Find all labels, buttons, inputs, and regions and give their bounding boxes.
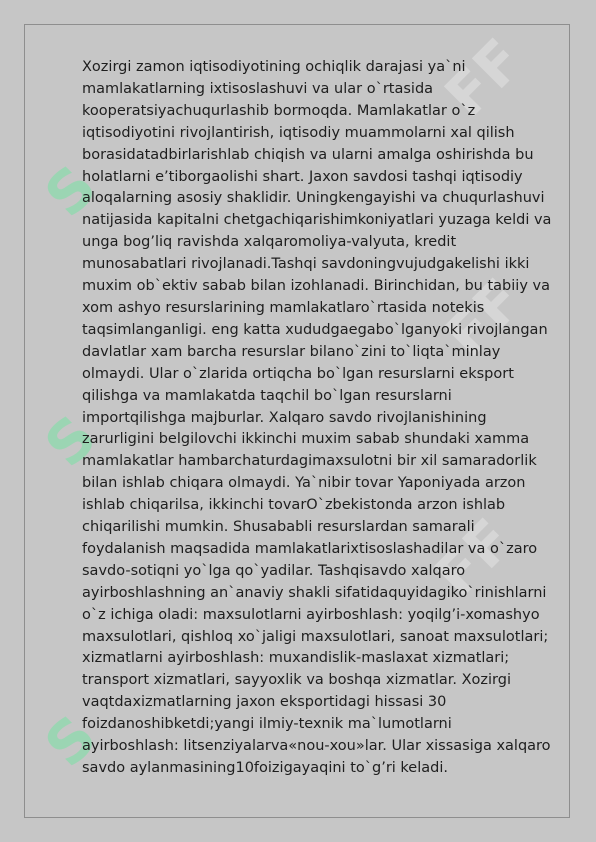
svg-text:S: S xyxy=(31,402,110,480)
svg-text:FF: FF xyxy=(431,265,536,370)
svg-text:S: S xyxy=(31,702,110,780)
svg-text:FF: FF xyxy=(421,505,526,610)
svg-text:S: S xyxy=(31,152,110,230)
svg-text:FF: FF xyxy=(431,25,536,130)
document-body-text: Xozirgi zamon iqtisodiyotining ochiqlik darajasi ya`ni mamlakatlarning ixtisoslashuvi va ular o`rtasida kooperatsiyachuqurlashib bormoqda. Mamlakatlar o`z iqtisodiyotini rivojlantirish, iqtisodiy muammolarni xal qilish borasidatadbirlarishlab chiqish va ularni amalga oshirishda bu holatlarni e’tiborgaolishi shart. Jaxon savdosi tashqi iqtisodiy aloqalarning asosiy shaklidir. Uningkengayishi va chuqurlashuvi natijasida kapitalni chetgachiqarishimkoniyatlari yuzaga keldi va unga bog’liq ravishda xalqaromoliya-valyuta, kredit munosabatlari rivojlanadi.Tashqi savdoningvujudgakelishi ikki muxim ob`ektiv sabab bilan izohlanadi. Birinchidan, bu tabiiy va xom ashyo resurslarining mamlakatlaro`rtasida notekis taqsimlanganligi. eng katta xududgaegabo`lganyoki rivojlangan davlatlar xam barcha resurslar bilano`zini to`liqta`minlay olmaydi. Ular o`zlarida ortiqcha bo`lgan resurslarni eksport qilishga va mamlakatda taqchil bo`lgan resurslarni importqilishga majburlar. Xalqaro savdo rivojlanishining zarurligini belgilovchi ikkinchi muxim sabab shundaki xamma mamlakatlar hambarchaturdagimaxsulotni bir xil samaradorlik bilan ishlab chiqara olmaydi. Ya`nibir tovar Yaponiyada arzon ishlab chiqarilsa, ikkinchi tovarO`zbekistonda arzon ishlab chiqarilishi mumkin. Shusababli resurslardan samarali foydalanish maqsadida mamlakatlarixtisoslashadilar va o`zaro savdo-sotiqni yo`lga qo`yadilar. Tashqisavdo xalqaro ayirboshlashning an`anaviy shakli sifatidaquyidagiko`rinishlarni o`z ichiga oladi: maxsulotlarni ayirboshlash: yoqilg’i-xomashyo maxsulotlari, qishloq xo`jaligi maxsulotlari, sanoat maxsulotlari; xizmatlarni ayirboshlash: muxandislik-maslaxat xizmatlari; transport xizmatlari, sayyoxlik va boshqa xizmatlar. Xozirgi vaqtdaxizmatlarning jaxon eksportidagi hissasi 30 foizdanoshibketdi;yangi ilmiy-texnik ma`lumotlarni ayirboshlash: litsenziyalarva«nou-xou»lar. Ular xissasiga xalqaro savdo aylanmasining10foizigayaqini to`g’ri keladi. xyxy=(82,59,552,776)
